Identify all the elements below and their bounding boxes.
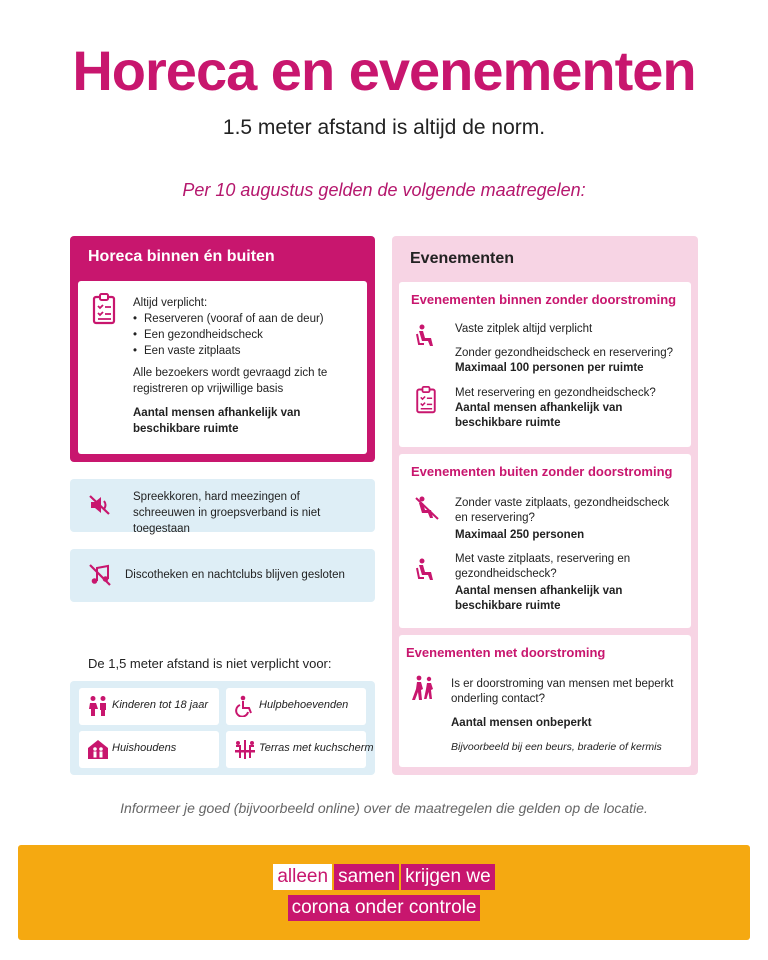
exemption-label: Terras met kuchscherm — [259, 742, 374, 754]
screened-table-icon — [234, 738, 256, 765]
panel-answer: Aantal mensen afhankelijk van beschikbare ruimte — [455, 402, 623, 429]
horeca-heading: Horeca binnen én buiten — [88, 248, 275, 265]
outdoor-events-panel — [399, 454, 691, 628]
panel-title: Evenementen buiten zonder doorstroming — [411, 464, 673, 479]
panel-answer: Aantal mensen afhankelijk van beschikbare ruimte — [455, 585, 623, 612]
page-title: Horeca en evenementen — [72, 39, 696, 102]
footer-note: Informeer je goed (bijvoorbeeld online) over de maatregelen die gelden op de locatie. — [120, 800, 648, 816]
exemption-item — [79, 688, 219, 725]
walking-people-icon — [411, 675, 437, 706]
panel-answer: Maximaal 100 personen per ruimte — [455, 362, 644, 374]
slogan-word: corona onder controle — [288, 895, 481, 921]
exemption-item — [226, 688, 366, 725]
horeca-content — [78, 281, 367, 454]
notice-text: Discotheken en nachtclubs blijven gesloten — [125, 569, 345, 581]
panel-example: Bijvoorbeeld bij een beurs, braderie of kermis — [451, 741, 662, 753]
panel-title: Evenementen binnen zonder doorstroming — [411, 292, 677, 307]
slogan-word: alleen — [273, 864, 332, 890]
children-icon — [87, 695, 109, 722]
indoor-events-panel — [399, 282, 691, 447]
exemption-item — [79, 731, 219, 768]
visitors-note: Alle bezoekers wordt gevraagd zich te registreren op vrijwillige basis — [133, 367, 328, 395]
panel-answer: Maximaal 250 personen — [455, 529, 585, 541]
exemption-label: Huishoudens — [112, 742, 177, 754]
panel-question: Met vaste zitplaats, reservering en gezondheidscheck? — [455, 553, 631, 580]
exemptions-panel — [70, 681, 375, 775]
notice-text: Spreekkoren, hard meezingen of schreeuwen in groepsverband is niet toegestaan — [133, 491, 321, 535]
horeca-card — [70, 236, 375, 462]
capacity-note: Aantal mensen afhankelijk van beschikbare ruimte — [133, 407, 301, 435]
slogan-word: krijgen we — [401, 864, 495, 890]
exemption-label: Kinderen tot 18 jaar — [112, 699, 209, 711]
list-item: • Een gezondheidscheck — [133, 327, 361, 343]
clipboard-checklist-icon — [92, 293, 116, 330]
clubs-closed-notice — [70, 549, 375, 602]
wheelchair-icon — [234, 695, 256, 722]
panel-question: Is er doorstroming van mensen met beperkt onderling contact? — [451, 678, 674, 705]
seated-person-icon — [415, 558, 437, 587]
always-required-label: Altijd verplicht: — [133, 297, 208, 309]
no-singing-notice — [70, 479, 375, 535]
slogan-word: samen — [334, 864, 399, 890]
no-seat-icon — [415, 496, 439, 525]
panel-line: Vaste zitplek altijd verplicht — [455, 323, 593, 335]
panel-question: Met reservering en gezondheidscheck? — [455, 387, 656, 399]
no-music-icon — [88, 563, 112, 592]
exemption-label: Hulpbehoevenden — [259, 699, 349, 711]
page-subtitle: 1.5 meter afstand is altijd de norm. — [222, 116, 546, 139]
intro-text: Per 10 augustus gelden de volgende maatregelen: — [182, 180, 586, 200]
list-item: • Een vaste zitplaats — [133, 343, 361, 359]
events-card — [392, 236, 698, 775]
horeca-rules — [133, 295, 361, 437]
list-item: • Reserveren (vooraf of aan de deur) — [133, 311, 361, 327]
panel-title: Evenementen met doorstroming — [406, 645, 606, 660]
panel-answer: Aantal mensen onbeperkt — [451, 717, 592, 729]
panel-question: Zonder gezondheidscheck en reservering? — [455, 347, 673, 359]
required-list — [133, 311, 361, 359]
seated-person-icon — [415, 324, 437, 353]
exemption-item — [226, 731, 374, 768]
flow-events-panel — [399, 635, 691, 767]
events-heading: Evenementen — [410, 250, 515, 267]
exemptions-heading: De 1,5 meter afstand is niet verplicht voor: — [88, 656, 332, 671]
slogan-line-1 — [18, 864, 750, 890]
muted-speaker-icon — [88, 493, 112, 522]
panel-question: Zonder vaste zitplaats, gezondheidscheck en reservering? — [455, 497, 670, 524]
house-icon — [87, 738, 109, 765]
clipboard-checklist-icon — [415, 386, 437, 419]
slogan-line-2 — [18, 895, 750, 921]
slogan-banner — [18, 845, 750, 940]
